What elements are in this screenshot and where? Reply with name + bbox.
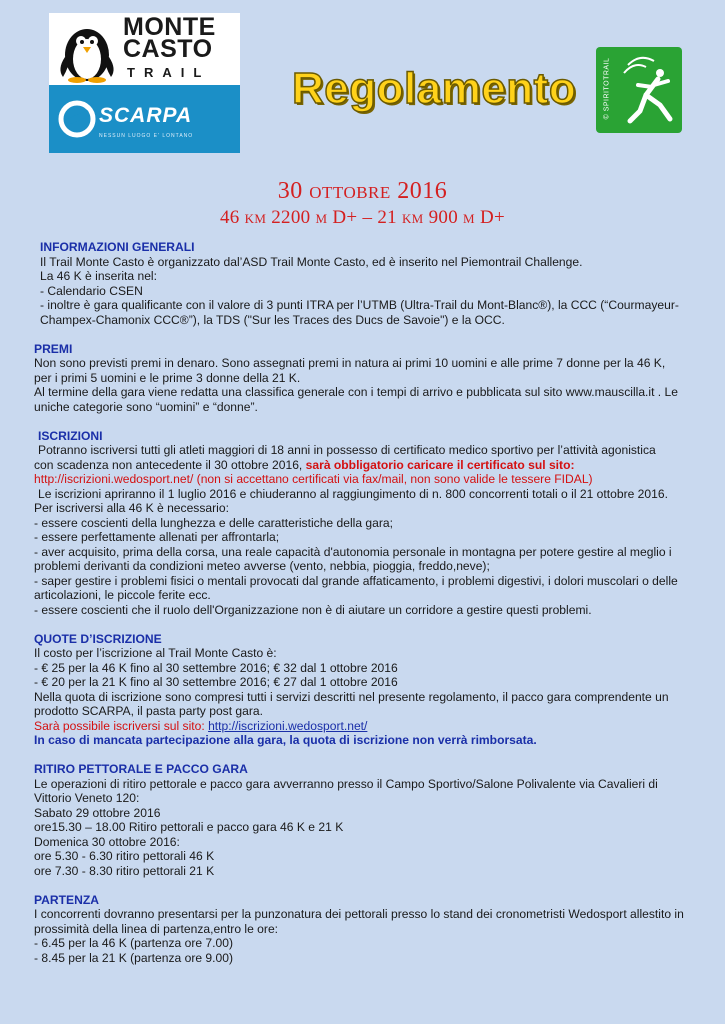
text-line: - inoltre è gara qualificante con il valore di 3 punti ITRA per l’UTMB (Ultra-Trail du Mont-Blanc®), la CCC (“Courmayeur-: [40, 298, 679, 312]
iscrizioni-link[interactable]: http://iscrizioni.wedosport.net/: [208, 718, 368, 733]
event-distances: 46 km 2200 m D+ – 21 km 900 m D+: [220, 207, 505, 228]
scarpa-wordmark: SCARPA: [99, 104, 193, 127]
section-heading: ISCRIZIONI: [38, 428, 103, 443]
text-line: - € 20 per la 21 K fino al 30 settembre 2016; € 27 dal 1 ottobre 2016: [34, 675, 398, 689]
penguin-icon: [55, 17, 119, 83]
section-heading: RITIRO PETTORALE E PACCO GARA: [34, 762, 248, 776]
text-line: I concorrenti dovranno presentarsi per la punzonatura dei pettorali presso lo stand dei cronometristi Wedosport allestito in: [34, 907, 684, 921]
text-line: ore 7.30 - 8.30 ritiro pettorali 21 K: [34, 863, 215, 878]
text-line: Il costo per l’iscrizione al Trail Monte Casto è:: [34, 646, 277, 660]
text-line: - Calendario CSEN: [40, 283, 143, 298]
section-heading: PARTENZA: [34, 892, 99, 907]
section-heading: INFORMAZIONI GENERALI: [40, 240, 195, 254]
event-date: 30 ottobre 2016: [277, 178, 448, 204]
text-segment: Sarà possibile iscriversi sul sito:: [34, 718, 209, 733]
text-line: uniche categorie sono “uomini” e “donne”.: [34, 399, 258, 414]
section-info: [34, 240, 694, 327]
certificate-warning: sarà obbligatorio caricare il certificato sul sito:: [305, 457, 575, 472]
section-ritiro: [34, 762, 694, 878]
text-line: - essere coscienti che il ruolo dell'Organizzazione non è di aiutare un corridore a gestire questi problemi.: [34, 602, 592, 617]
text-line: [34, 719, 694, 734]
text-line: Champex-Chamonix CCC®”), la TDS ("Sur les Traces des Ducs de Savoie") e la OCC.: [40, 312, 505, 327]
text-line: - essere perfettamente allenati per affrontarla;: [34, 530, 280, 544]
spiritotrail-text: © SPIRITOTRAIL: [603, 57, 611, 120]
section-partenza: [34, 893, 694, 966]
monte-casto-logo: [49, 13, 240, 85]
sponsor-logos: [49, 13, 240, 153]
text-line: problemi derivanti da condizioni meteo avverse (vento, nebbia, pioggia, freddo,neve);: [34, 559, 490, 573]
text-line: Nella quota di iscrizione sono compresi tutti i servizi descritti nel presente regolamento, il pacco gara comprendente un: [34, 689, 669, 704]
text-line: La 46 K è inserita nel:: [40, 269, 157, 283]
section-heading: QUOTE D’ISCRIZIONE: [34, 631, 162, 646]
text-line: ore15.30 – 18.00 Ritiro pettorali e pacco gara 46 K e 21 K: [34, 820, 344, 834]
page-title: Regolamento: [292, 64, 577, 113]
text-line: - essere coscienti della lunghezza e delle caratteristiche della gara;: [34, 515, 393, 530]
monte-casto-wordmark: [123, 13, 216, 63]
scarpa-mark-icon: [57, 99, 97, 139]
text-line: Il Trail Monte Casto è organizzato dal’ASD Trail Monte Casto, ed è inserito nel Piemontrail Challenge.: [40, 254, 583, 269]
text-line: articolazioni, le piccole ferite ecc.: [34, 588, 211, 602]
text-line: Al termine della gara viene redatta una classifica generale con i tempi di arrivo e pubblicata sul sito www.mauscilla.it . Le: [34, 385, 678, 399]
trail-text: TRAIL: [127, 65, 211, 80]
text-line: Domenica 30 ottobre 2016:: [34, 834, 180, 849]
text-segment: con scadenza non antecedente il 30 ottobre 2016,: [34, 457, 306, 472]
text-line: - saper gestire i problemi fisici o mentali provocati dal grande affaticamento, i problemi digestivi, i dolori muscolari o delle: [34, 573, 678, 588]
text-line: - € 25 per la 46 K fino al 30 settembre 2016; € 32 dal 1 ottobre 2016: [34, 660, 398, 675]
text-line: - aver acquisito, prima della corsa, una reale capacità d'autonomia personale in montagna per potere gestire al meglio i: [34, 544, 672, 559]
text-line: Per iscriversi alla 46 K è necessario:: [34, 501, 229, 515]
text-line: per i primi 5 uomini e le prime 3 donne della 21 K.: [34, 370, 301, 385]
runner-icon: [610, 51, 680, 129]
text-line: prossimità della linea di partenza,entro le ore:: [34, 921, 279, 936]
section-iscrizioni: [34, 429, 694, 618]
text-line: Le operazioni di ritiro pettorale e pacco gara avverranno presso il Campo Sportivo/Salone Polivalente via Cavalieri di: [34, 776, 658, 791]
text-line: - 8.45 per la 21 K (partenza ore 9.00): [34, 950, 233, 965]
section-premi: [34, 342, 694, 415]
text-line: ore 5.30 - 6.30 ritiro pettorali 46 K: [34, 849, 215, 863]
iscrizioni-url-line[interactable]: http://iscrizioni.wedosport.net/ (non si accettano certificati via fax/mail, non sono valide le tessere FIDAL): [34, 472, 593, 486]
spiritotrail-logo: [596, 47, 682, 133]
text-line: [34, 458, 694, 473]
monte-text: MONTE: [123, 13, 216, 41]
refund-notice: In caso di mancata partecipazione alla gara, la quota di iscrizione non verrà rimborsata.: [34, 733, 537, 747]
text-line: Sabato 29 ottobre 2016: [34, 805, 161, 820]
section-quote: [34, 632, 694, 748]
scarpa-tagline: NESSUN LUOGO E' LONTANO: [99, 133, 194, 139]
text-line: - 6.45 per la 46 K (partenza ore 7.00): [34, 936, 233, 950]
casto-text: CASTO: [123, 35, 213, 63]
text-line: prodotto SCARPA, il pasta party post gara.: [34, 704, 264, 718]
regulation-body: [34, 240, 694, 965]
text-line: Potranno iscriversi tutti gli atleti maggiori di 18 anni in possesso di certificato medico sportivo per l’attività agonistica: [38, 443, 656, 457]
scarpa-logo: [49, 85, 240, 153]
section-heading: PREMI: [34, 341, 73, 356]
text-line: Non sono previsti premi in denaro. Sono assegnati premi in natura ai primi 10 uomini e alle prime 7 donne per la 46 K,: [34, 356, 666, 370]
text-line: Le iscrizioni apriranno il 1 luglio 2016 e chiuderanno al raggiungimento di n. 800 concorrenti totali o il 21 ottobre 2016.: [38, 486, 668, 501]
text-line: Vittorio Veneto 120:: [34, 791, 140, 805]
